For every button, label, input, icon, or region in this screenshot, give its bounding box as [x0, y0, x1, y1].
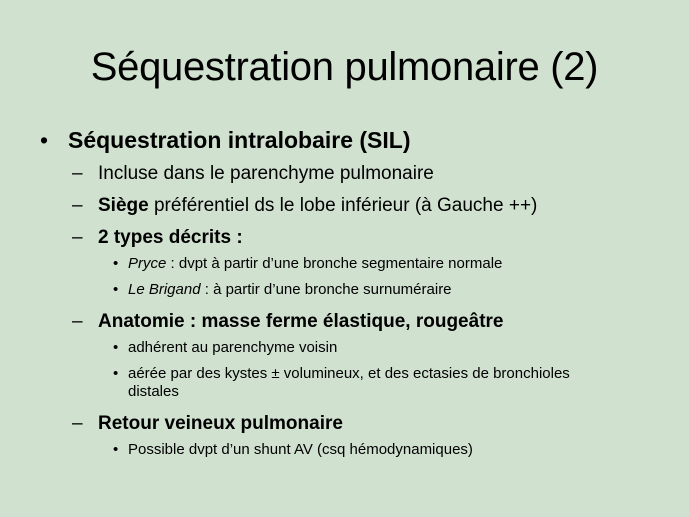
detail-item-brigand: [0, 281, 689, 299]
sub-item-siege: [0, 191, 689, 220]
detail-item-italic-text: Le Brigand: [128, 281, 201, 298]
dash-icon: –: [72, 163, 83, 184]
detail-item-text: adhérent au parenchyme voisin: [128, 339, 338, 356]
sub-item-bold-text: Siège: [98, 195, 149, 216]
dash-icon: –: [72, 227, 83, 248]
sub-item-text: préférentiel ds le lobe inférieur (à Gauche ++): [148, 195, 538, 216]
main-bullet-item: [0, 125, 689, 155]
dash-icon: –: [72, 413, 83, 434]
detail-item-text: Possible dvpt d’un shunt AV (csq hémodynamiques): [128, 441, 473, 458]
detail-item-aeree: [0, 365, 689, 401]
sub-item-incluse: [0, 159, 689, 188]
bullet-icon: •: [113, 255, 119, 272]
dash-icon: –: [72, 195, 83, 216]
slide-title: Séquestration pulmonaire (2): [90, 45, 599, 89]
bullet-icon: •: [113, 339, 119, 356]
sub-item-retour: [0, 409, 689, 438]
detail-item-text: : à partir d’une bronche surnuméraire: [200, 281, 452, 298]
sub-item-text: Incluse dans le parenchyme pulmonaire: [98, 163, 434, 184]
bullet-icon: •: [113, 441, 119, 458]
detail-item-shunt: [0, 441, 689, 459]
sub-item-bold-text: Anatomie : masse ferme élastique, rougeâtre: [98, 311, 504, 332]
detail-item-text: : dvpt à partir d’une bronche segmentaire normale: [166, 255, 503, 272]
bullet-icon: •: [40, 127, 49, 153]
detail-item-adherent: [0, 339, 689, 357]
slide-content: [0, 125, 689, 467]
main-item-text: Séquestration intralobaire (SIL): [68, 127, 411, 153]
sub-item-anatomie: [0, 307, 689, 336]
sub-item-bold-text: Retour veineux pulmonaire: [98, 413, 343, 434]
sub-item-bold-text: 2 types décrits :: [98, 227, 243, 248]
dash-icon: –: [72, 311, 83, 332]
sub-item-types: [0, 223, 689, 252]
detail-item-pryce: [0, 255, 689, 273]
detail-item-text: aérée par des kystes ± volumineux, et des ectasies de bronchioles distales: [128, 365, 570, 400]
bullet-icon: •: [113, 281, 119, 298]
detail-item-italic-text: Pryce: [128, 255, 167, 272]
bullet-icon: •: [113, 365, 119, 382]
